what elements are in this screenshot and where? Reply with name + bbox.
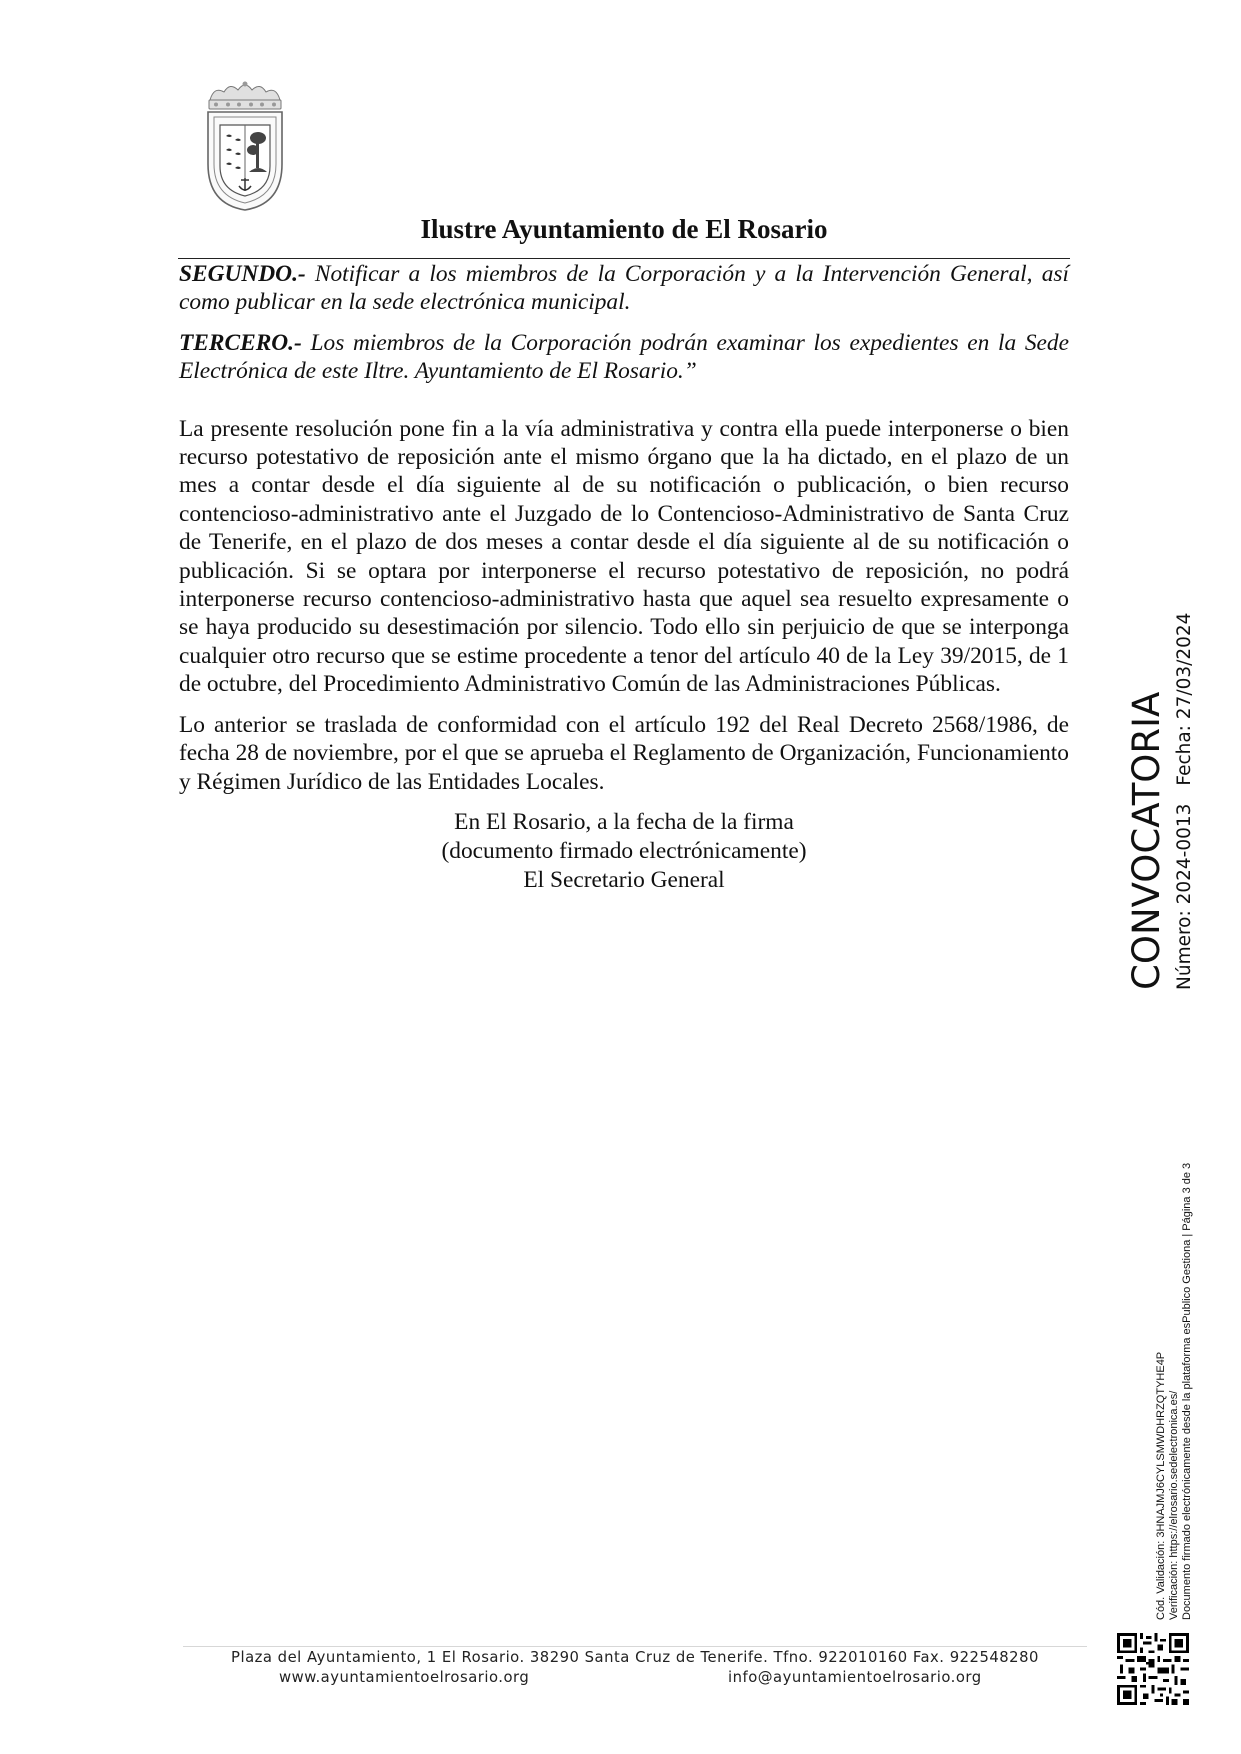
qr-code-icon[interactable] [1117,1633,1189,1705]
signature-note: (documento firmado electrónicamente) [441,837,807,864]
footer-divider [183,1646,1087,1647]
stamp-date: Fecha: 27/03/2024 [1174,612,1195,786]
paragraph-recurso: La presente resolución pone fin a la vía administrativa y contra ella puede interponerse o bien recurso potestativo de reposición ante el mismo órgano que la ha dictado, en el plazo de un mes a contar desde el día siguiente al de su notificación o publicación, o bien recurso contencioso-administrativo ante el Juzgado de lo Contencioso-Administrativo de Santa Cruz de Tenerife, en el plazo de dos meses a contar desde el día siguiente al de su notificación o publicación. Si se optara por interponerse el recurso potestativo de reposición, no podrá interponerse recurso contencioso-administrativo hasta que aquel sea resuelto expresamente o se haya producido su desestimación por silencio. Todo ello sin perjuicio de que se interponga cualquier otro recurso que se estime procedente a tenor del artículo 40 de la Ley 39/2015, de 1 de octubre, del Procedimiento Administrativo Común de las Administraciones Públicas. [179,415,1069,698]
stamp-number: Número: 2024-0013 [1174,803,1195,990]
paragraph-tercero [179,329,1069,386]
paragraph-segundo [179,260,1069,317]
verification-platform: Documento firmado electrónicamente desde la plataforma esPublico Gestiona | Página 3 de 3 [1181,1162,1193,1620]
document-body [179,260,1069,895]
footer-email-link[interactable]: info@ayuntamientoelrosario.org [728,1669,982,1686]
signature-place-date: En El Rosario, a la fecha de la firma [454,808,794,835]
tercero-label: TERCERO.- [179,329,302,356]
title-divider [178,258,1070,259]
verification-block [1155,1100,1194,1620]
verification-code: Cód. Validación: 3HNAJMJ6CYLSMWDHRZQTYHE4P [1155,1351,1167,1620]
verification-url: Verificación: https://elrosario.sedelectronica.es/ [1168,1390,1180,1620]
document-type-stamp: CONVOCATORIA [1125,691,1168,990]
segundo-label: SEGUNDO.- [179,261,306,287]
coat-of-arms-icon [204,80,286,212]
signature-block [179,808,1069,895]
stamp-number-date [1173,613,1197,990]
page-footer [183,1648,1087,1686]
paragraph-anterior: Lo anterior se traslada de conformidad con el artículo 192 del Real Decreto 2568/1986, de fecha 28 de noviembre, por el que se aprueba el Reglamento de Organización, Funcionamiento y Régimen Jurídico de las Entidades Locales. [179,711,1069,795]
segundo-text: Notificar a los miembros de la Corporación y a la Intervención General, así como publicar en la sede electrónica municipal. [179,261,1069,316]
footer-website-link[interactable]: www.ayuntamientoelrosario.org [279,1669,530,1686]
signature-role: El Secretario General [523,866,725,893]
tercero-text: Los miembros de la Corporación podrán examinar los expedientes en la Sede Electrónica de este Iltre. Ayuntamiento de El Rosario.” [179,329,1069,385]
organization-title: Ilustre Ayuntamiento de El Rosario [420,214,828,244]
footer-address: Plaza del Ayuntamiento, 1 El Rosario. 38290 Santa Cruz de Tenerife. Tfno. 922010160 Fax. 922548280 [231,1649,1039,1666]
